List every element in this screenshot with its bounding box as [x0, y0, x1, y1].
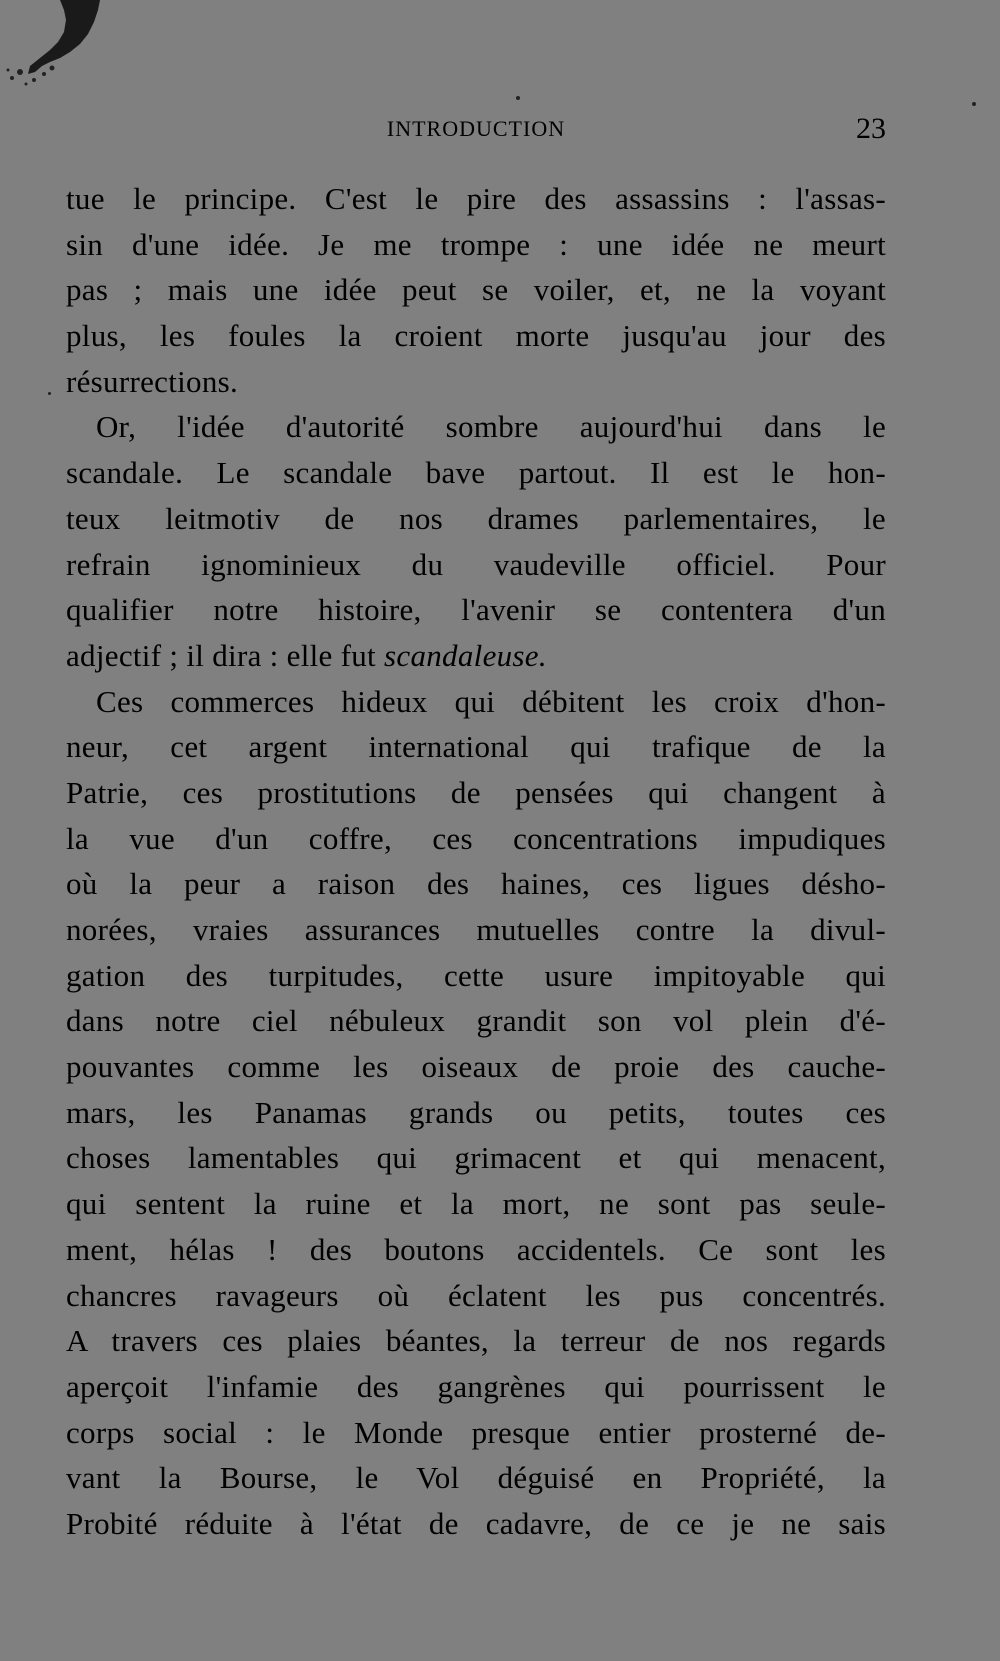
text-line: chancres ravageurs où éclatent les pus concentrés.	[66, 1277, 886, 1313]
text-line: scandale. Le scandale bave partout. Il est le hon-	[66, 455, 886, 491]
text-line: norées, vraies assurances mutuelles contre la divul-	[66, 912, 886, 947]
text-line: Patrie, ces prostitutions de pensées qui changent à	[66, 774, 886, 810]
text-line: choses lamentables qui grimacent et qui menacent,	[66, 1140, 886, 1176]
text-line: corps social : le Monde presque entier prosterné de-	[66, 1414, 886, 1450]
text-line: gation des turpitudes, cette usure impitoyable qui	[66, 957, 886, 993]
ink-stain-graphic	[0, 0, 110, 90]
text-line: tue le principe. C'est le pire des assassins : l'assas-	[66, 181, 886, 216]
text-line: mars, les Panamas grands ou petits, toutes ces	[66, 1094, 886, 1130]
running-title: INTRODUCTION	[386, 116, 566, 141]
text-line: ment, hélas ! des boutons accidentels. Ce sont les	[66, 1231, 886, 1267]
running-head	[66, 112, 886, 152]
page-number: 23	[856, 112, 886, 145]
text-line-with-italic	[66, 633, 886, 679]
ink-speck	[48, 392, 51, 395]
text-line: sin d'une idée. Je me trompe : une idée ne meurt	[66, 226, 886, 262]
text-line: Or, l'idée d'autorité sombre aujourd'hui dans le	[96, 409, 886, 445]
text-line: neur, cet argent international qui trafique de la	[66, 729, 886, 765]
ink-speck	[972, 102, 976, 106]
text-line: Ces commerces hideux qui débitent les croix d'hon-	[96, 683, 886, 719]
ink-stain	[0, 0, 110, 90]
text-line: dans notre ciel nébuleux grandit son vol plein d'é-	[66, 1003, 886, 1039]
text-line: qualifier notre histoire, l'avenir se contentera d'un	[66, 592, 886, 628]
italic-word: scandaleuse.	[384, 637, 547, 673]
text-line: A travers ces plaies béantes, la terreur de nos regards	[66, 1323, 886, 1359]
text-line: pas ; mais une idée peut se voiler, et, ne la voyant	[66, 272, 886, 308]
text-line: aperçoit l'infamie des gangrènes qui pourrissent le	[66, 1368, 886, 1404]
text-line: teux leitmotiv de nos drames parlementaires, le	[66, 500, 886, 536]
text-line: vant la Bourse, le Vol déguisé en Propriété, la	[66, 1460, 886, 1496]
text-line: résurrections.	[66, 363, 239, 399]
text-line: pouvantes comme les oiseaux de proie des cauche-	[66, 1049, 886, 1085]
text-line: Probité réduite à l'état de cadavre, de ce je ne sais	[66, 1505, 886, 1541]
ink-speck	[516, 96, 520, 100]
text-line: refrain ignominieux du vaudeville officiel. Pour	[66, 546, 886, 582]
text-line: plus, les foules la croient morte jusqu'au jour des	[66, 318, 886, 354]
text-line-start: adjectif ; il dira : elle fut	[66, 637, 385, 673]
text-line: où la peur a raison des haines, ces ligues désho-	[66, 866, 886, 902]
text-line: qui sentent la ruine et la mort, ne sont pas seule-	[66, 1186, 886, 1222]
body-text	[66, 176, 886, 1547]
text-line: la vue d'un coffre, ces concentrations impudiques	[66, 820, 886, 856]
